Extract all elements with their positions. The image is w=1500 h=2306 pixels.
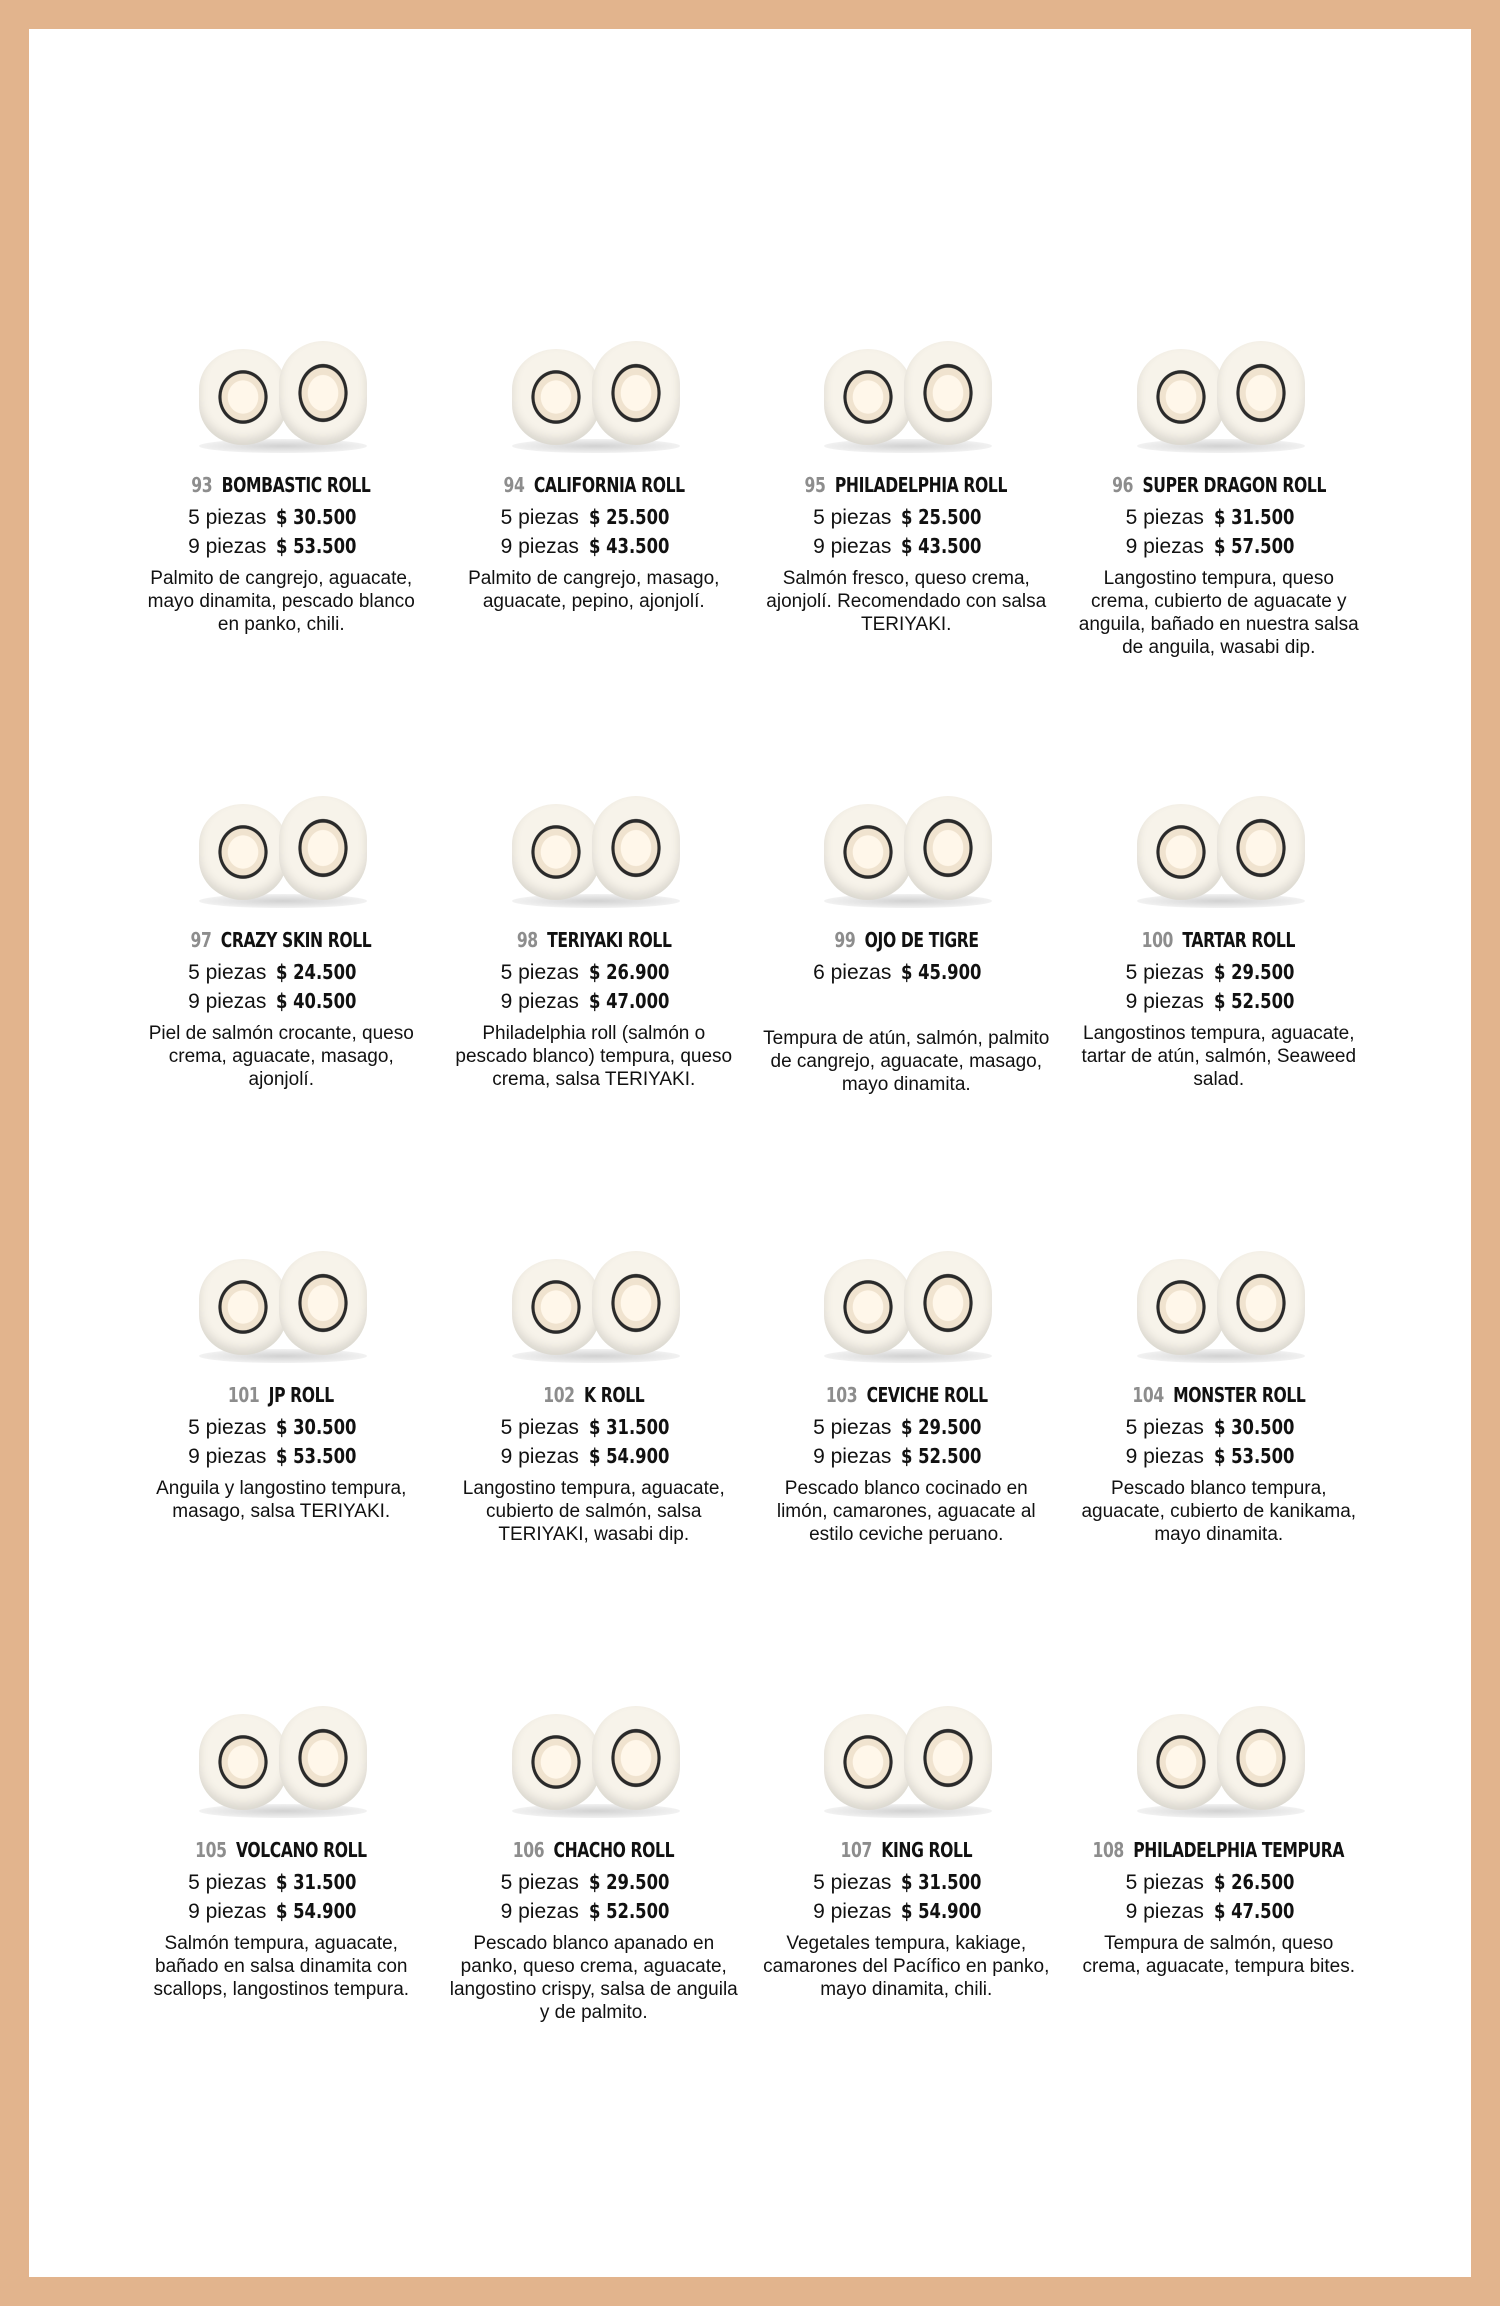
price-row bbox=[501, 1413, 687, 1442]
price-list bbox=[501, 503, 687, 561]
price-amount: $ 52.500 bbox=[588, 1899, 670, 1923]
sushi-photo bbox=[496, 1227, 692, 1367]
menu-item-95 bbox=[750, 317, 1063, 772]
sushi-piece bbox=[904, 1251, 992, 1355]
sushi-piece bbox=[1137, 349, 1225, 445]
menu-page bbox=[29, 29, 1471, 2277]
item-name: MONSTER ROLL bbox=[1172, 1383, 1306, 1407]
item-number: 95 bbox=[805, 473, 826, 497]
item-title bbox=[825, 1383, 987, 1407]
item-title bbox=[805, 473, 1007, 497]
price-list bbox=[188, 1413, 374, 1471]
price-list bbox=[1126, 503, 1312, 561]
item-description: Langostinos tempura, aguacate, tartar de atún, salmón, Seaweed salad. bbox=[1081, 1023, 1357, 1090]
sushi-piece bbox=[199, 1259, 287, 1355]
sushi-photo bbox=[183, 772, 379, 912]
piece-count: 9 piezas bbox=[188, 535, 267, 558]
piece-count: 6 piezas bbox=[813, 961, 892, 984]
sushi-piece bbox=[904, 796, 992, 900]
price-row bbox=[1126, 532, 1312, 561]
piece-count: 5 piezas bbox=[813, 506, 892, 529]
price-amount: $ 43.500 bbox=[901, 534, 982, 558]
sushi-piece bbox=[1217, 796, 1305, 900]
price-amount: $ 29.500 bbox=[588, 1870, 670, 1894]
price-list bbox=[188, 503, 374, 561]
price-amount: $ 31.500 bbox=[588, 1415, 670, 1439]
menu-item-96 bbox=[1063, 317, 1376, 772]
price-row bbox=[188, 532, 374, 561]
sushi-piece bbox=[512, 804, 600, 900]
sushi-piece bbox=[279, 341, 367, 445]
price-amount: $ 54.900 bbox=[901, 1899, 982, 1923]
sushi-piece bbox=[904, 341, 992, 445]
item-title bbox=[834, 928, 978, 952]
menu-item-94 bbox=[438, 317, 751, 772]
sushi-photo bbox=[808, 1227, 1004, 1367]
piece-count: 9 piezas bbox=[1125, 1445, 1204, 1468]
price-row bbox=[501, 503, 687, 532]
price-row bbox=[501, 532, 687, 561]
item-title bbox=[1093, 1838, 1345, 1862]
piece-count: 5 piezas bbox=[1125, 1871, 1204, 1894]
price-amount: $ 57.500 bbox=[1213, 534, 1295, 558]
piece-count: 5 piezas bbox=[188, 1416, 267, 1439]
price-row bbox=[188, 1442, 374, 1471]
price-amount: $ 53.500 bbox=[276, 534, 357, 558]
sushi-piece bbox=[1137, 804, 1225, 900]
sushi-photo bbox=[808, 772, 1004, 912]
sushi-piece bbox=[824, 1259, 912, 1355]
item-title bbox=[543, 1383, 644, 1407]
piece-count: 5 piezas bbox=[1125, 506, 1204, 529]
item-title bbox=[503, 473, 684, 497]
item-number: 101 bbox=[228, 1383, 260, 1407]
menu-item-97 bbox=[125, 772, 438, 1227]
menu-item-100 bbox=[1063, 772, 1376, 1227]
item-name: OJO DE TIGRE bbox=[864, 928, 979, 952]
piece-count: 9 piezas bbox=[500, 1900, 579, 1923]
price-row bbox=[1126, 503, 1312, 532]
price-amount: $ 26.500 bbox=[1213, 1870, 1295, 1894]
price-amount: $ 31.500 bbox=[901, 1870, 982, 1894]
price-row bbox=[813, 1442, 999, 1471]
item-number: 105 bbox=[195, 1838, 227, 1862]
item-number: 99 bbox=[834, 928, 856, 952]
menu-item-103 bbox=[750, 1227, 1063, 1682]
piece-count: 9 piezas bbox=[1125, 990, 1204, 1013]
item-description: Tempura de salmón, queso crema, aguacate, tempura bites. bbox=[1082, 1933, 1355, 1977]
piece-count: 5 piezas bbox=[813, 1871, 892, 1894]
sushi-piece bbox=[1217, 1251, 1305, 1355]
sushi-piece bbox=[592, 1706, 680, 1810]
price-amount: $ 40.500 bbox=[276, 989, 357, 1013]
menu-item-104 bbox=[1063, 1227, 1376, 1682]
item-title bbox=[195, 1838, 367, 1862]
sushi-piece bbox=[1217, 341, 1305, 445]
price-row bbox=[188, 1868, 374, 1897]
menu-item-102 bbox=[438, 1227, 751, 1682]
sushi-photo bbox=[183, 1227, 379, 1367]
item-number: 108 bbox=[1092, 1838, 1125, 1862]
piece-count: 5 piezas bbox=[500, 1416, 579, 1439]
price-amount: $ 54.900 bbox=[276, 1899, 357, 1923]
price-row bbox=[1126, 958, 1312, 987]
price-amount: $ 29.500 bbox=[1213, 960, 1295, 984]
price-amount: $ 52.500 bbox=[1213, 989, 1295, 1013]
piece-count: 9 piezas bbox=[188, 1445, 267, 1468]
sushi-photo bbox=[496, 772, 692, 912]
item-description: Pescado blanco tempura, aguacate, cubierto de kanikama, mayo dinamita. bbox=[1081, 1478, 1357, 1545]
sushi-photo bbox=[496, 1682, 692, 1822]
piece-count: 5 piezas bbox=[1125, 1416, 1204, 1439]
item-description: Anguila y langostino tempura, masago, salsa TERIYAKI. bbox=[156, 1478, 407, 1522]
sushi-photo bbox=[808, 1682, 1004, 1822]
menu-item-105 bbox=[125, 1682, 438, 2137]
item-title bbox=[1132, 1383, 1305, 1407]
item-title bbox=[228, 1383, 334, 1407]
price-amount: $ 26.900 bbox=[588, 960, 670, 984]
sushi-photo bbox=[1121, 1227, 1317, 1367]
price-row bbox=[501, 987, 687, 1016]
piece-count: 9 piezas bbox=[813, 1445, 892, 1468]
price-list bbox=[501, 958, 687, 1016]
piece-count: 9 piezas bbox=[188, 990, 267, 1013]
item-name: K ROLL bbox=[583, 1383, 645, 1407]
sushi-piece bbox=[199, 1714, 287, 1810]
item-title bbox=[516, 928, 671, 952]
sushi-piece bbox=[512, 1259, 600, 1355]
sushi-photo bbox=[496, 317, 692, 457]
sushi-piece bbox=[592, 1251, 680, 1355]
item-description: Palmito de cangrejo, aguacate, mayo dinamita, pescado blanco en panko, chili. bbox=[147, 568, 415, 635]
item-description: Piel de salmón crocante, queso crema, aguacate, masago, ajonjolí. bbox=[148, 1023, 414, 1090]
price-row bbox=[1126, 1413, 1312, 1442]
item-name: TERIYAKI ROLL bbox=[546, 928, 672, 952]
price-list bbox=[1126, 1868, 1312, 1926]
piece-count: 9 piezas bbox=[1125, 1900, 1204, 1923]
piece-count: 5 piezas bbox=[500, 961, 579, 984]
item-name: CRAZY SKIN ROLL bbox=[221, 928, 372, 952]
price-list bbox=[501, 1868, 687, 1926]
item-name: BOMBASTIC ROLL bbox=[221, 473, 371, 497]
price-list bbox=[813, 958, 999, 987]
item-description: Vegetales tempura, kakiage, camarones del Pacífico en panko, mayo dinamita, chili. bbox=[763, 1933, 1050, 2000]
item-name: SUPER DRAGON ROLL bbox=[1142, 473, 1326, 497]
price-row bbox=[501, 1868, 687, 1897]
item-name: KING ROLL bbox=[881, 1838, 973, 1862]
sushi-photo bbox=[808, 317, 1004, 457]
menu-item-107 bbox=[750, 1682, 1063, 2137]
price-list bbox=[813, 1413, 999, 1471]
item-description: Salmón fresco, queso crema, ajonjolí. Recomendado con salsa TERIYAKI. bbox=[766, 568, 1047, 635]
sushi-piece bbox=[592, 341, 680, 445]
piece-count: 9 piezas bbox=[500, 1445, 579, 1468]
item-title bbox=[191, 928, 372, 952]
sushi-piece bbox=[512, 1714, 600, 1810]
item-name: CHACHO ROLL bbox=[553, 1838, 675, 1862]
price-amount: $ 31.500 bbox=[276, 1870, 357, 1894]
item-description: Pescado blanco cocinado en limón, camarones, aguacate al estilo ceviche peruano. bbox=[776, 1478, 1036, 1545]
sushi-piece bbox=[904, 1706, 992, 1810]
price-amount: $ 25.500 bbox=[588, 505, 670, 529]
price-list bbox=[813, 1868, 999, 1926]
sushi-piece bbox=[824, 349, 912, 445]
sushi-piece bbox=[1137, 1714, 1225, 1810]
price-amount: $ 47.000 bbox=[588, 989, 670, 1013]
price-row bbox=[1126, 1442, 1312, 1471]
item-number: 107 bbox=[840, 1838, 872, 1862]
price-amount: $ 52.500 bbox=[901, 1444, 982, 1468]
piece-count: 9 piezas bbox=[813, 1900, 892, 1923]
piece-count: 9 piezas bbox=[813, 535, 892, 558]
price-row bbox=[188, 987, 374, 1016]
item-description: Philadelphia roll (salmón o pescado blanco) tempura, queso crema, salsa TERIYAKI. bbox=[455, 1023, 733, 1090]
item-number: 104 bbox=[1132, 1383, 1164, 1407]
price-amount: $ 31.500 bbox=[1213, 505, 1295, 529]
sushi-piece bbox=[592, 796, 680, 900]
sushi-piece bbox=[1137, 1259, 1225, 1355]
menu-item-108 bbox=[1063, 1682, 1376, 2137]
sushi-piece bbox=[279, 1706, 367, 1810]
price-amount: $ 43.500 bbox=[588, 534, 670, 558]
item-title bbox=[1112, 473, 1326, 497]
price-list bbox=[188, 958, 374, 1016]
price-row bbox=[501, 1897, 687, 1926]
piece-count: 5 piezas bbox=[813, 1416, 892, 1439]
price-row bbox=[1126, 1897, 1312, 1926]
item-name: TARTAR ROLL bbox=[1182, 928, 1296, 952]
price-row bbox=[188, 1413, 374, 1442]
sushi-piece bbox=[279, 1251, 367, 1355]
item-number: 103 bbox=[825, 1383, 857, 1407]
sushi-photo bbox=[1121, 1682, 1317, 1822]
price-amount: $ 47.500 bbox=[1213, 1899, 1295, 1923]
menu-item-93 bbox=[125, 317, 438, 772]
piece-count: 5 piezas bbox=[188, 961, 267, 984]
item-number: 98 bbox=[516, 928, 538, 952]
price-amount: $ 30.500 bbox=[1213, 1415, 1295, 1439]
menu-item-106 bbox=[438, 1682, 751, 2137]
price-row bbox=[501, 958, 687, 987]
item-description: Pescado blanco apanado en panko, queso crema, aguacate, langostino crispy, salsa de anguila y de palmito. bbox=[449, 1933, 738, 2023]
price-row bbox=[501, 1442, 687, 1471]
item-name: CALIFORNIA ROLL bbox=[533, 473, 685, 497]
price-amount: $ 29.500 bbox=[901, 1415, 982, 1439]
sushi-photo bbox=[183, 1682, 379, 1822]
piece-count: 5 piezas bbox=[1125, 961, 1204, 984]
item-name: VOLCANO ROLL bbox=[236, 1838, 368, 1862]
sushi-photo bbox=[1121, 317, 1317, 457]
price-amount: $ 54.900 bbox=[588, 1444, 670, 1468]
sushi-piece bbox=[279, 796, 367, 900]
item-name: PHILADELPHIA ROLL bbox=[835, 473, 1008, 497]
item-number: 102 bbox=[543, 1383, 575, 1407]
price-amount: $ 30.500 bbox=[276, 1415, 357, 1439]
sushi-piece bbox=[824, 804, 912, 900]
item-number: 106 bbox=[513, 1838, 545, 1862]
item-number: 93 bbox=[191, 473, 213, 497]
sushi-photo bbox=[1121, 772, 1317, 912]
sushi-piece bbox=[199, 349, 287, 445]
price-list bbox=[1126, 1413, 1312, 1471]
item-title bbox=[1142, 928, 1295, 952]
price-row bbox=[1126, 1868, 1312, 1897]
price-row bbox=[813, 958, 999, 987]
piece-count: 5 piezas bbox=[188, 506, 267, 529]
price-list bbox=[1126, 958, 1312, 1016]
item-description: Palmito de cangrejo, masago, aguacate, pepino, ajonjolí. bbox=[468, 568, 720, 612]
piece-count: 5 piezas bbox=[500, 506, 579, 529]
item-description: Langostino tempura, aguacate, cubierto de salmón, salsa TERIYAKI, wasabi dip. bbox=[462, 1478, 725, 1545]
price-list bbox=[813, 503, 999, 561]
menu-item-98 bbox=[438, 772, 751, 1227]
sushi-piece bbox=[824, 1714, 912, 1810]
price-amount: $ 45.900 bbox=[901, 960, 982, 984]
menu-item-101 bbox=[125, 1227, 438, 1682]
price-row bbox=[813, 1413, 999, 1442]
item-description: Salmón tempura, aguacate, bañado en salsa dinamita con scallops, langostinos tempura. bbox=[153, 1933, 410, 2000]
item-name: JP ROLL bbox=[269, 1383, 335, 1407]
item-number: 100 bbox=[1142, 928, 1174, 952]
price-amount: $ 53.500 bbox=[276, 1444, 357, 1468]
item-title bbox=[840, 1838, 972, 1862]
price-amount: $ 30.500 bbox=[276, 505, 357, 529]
sushi-piece bbox=[1217, 1706, 1305, 1810]
piece-count: 5 piezas bbox=[500, 1871, 579, 1894]
price-list bbox=[501, 1413, 687, 1471]
item-number: 94 bbox=[503, 473, 525, 497]
item-name: CEVICHE ROLL bbox=[866, 1383, 988, 1407]
item-description: Tempura de atún, salmón, palmito de cangrejo, aguacate, masago, mayo dinamita. bbox=[763, 1028, 1050, 1095]
piece-count: 9 piezas bbox=[500, 535, 579, 558]
price-row bbox=[813, 532, 999, 561]
item-number: 97 bbox=[190, 928, 212, 952]
price-amount: $ 24.500 bbox=[276, 960, 357, 984]
item-title bbox=[192, 473, 371, 497]
price-amount: $ 53.500 bbox=[1213, 1444, 1295, 1468]
item-description: Langostino tempura, queso crema, cubierto de aguacate y anguila, bañado en nuestra salsa de anguila, wasabi dip. bbox=[1078, 568, 1359, 658]
menu-grid bbox=[125, 317, 1375, 2137]
price-list bbox=[188, 1868, 374, 1926]
price-row bbox=[188, 1897, 374, 1926]
item-number: 96 bbox=[1111, 473, 1133, 497]
menu-item-99 bbox=[750, 772, 1063, 1227]
price-row bbox=[1126, 987, 1312, 1016]
item-title bbox=[513, 1838, 674, 1862]
price-row bbox=[813, 1897, 999, 1926]
piece-count: 9 piezas bbox=[500, 990, 579, 1013]
piece-count: 9 piezas bbox=[1125, 535, 1204, 558]
price-row bbox=[188, 503, 374, 532]
piece-count: 5 piezas bbox=[188, 1871, 267, 1894]
price-amount: $ 25.500 bbox=[901, 505, 982, 529]
price-row bbox=[813, 1868, 999, 1897]
price-row bbox=[188, 958, 374, 987]
sushi-piece bbox=[512, 349, 600, 445]
sushi-piece bbox=[199, 804, 287, 900]
piece-count: 9 piezas bbox=[188, 1900, 267, 1923]
item-name: PHILADELPHIA TEMPURA bbox=[1133, 1838, 1345, 1862]
price-row bbox=[813, 503, 999, 532]
sushi-photo bbox=[183, 317, 379, 457]
